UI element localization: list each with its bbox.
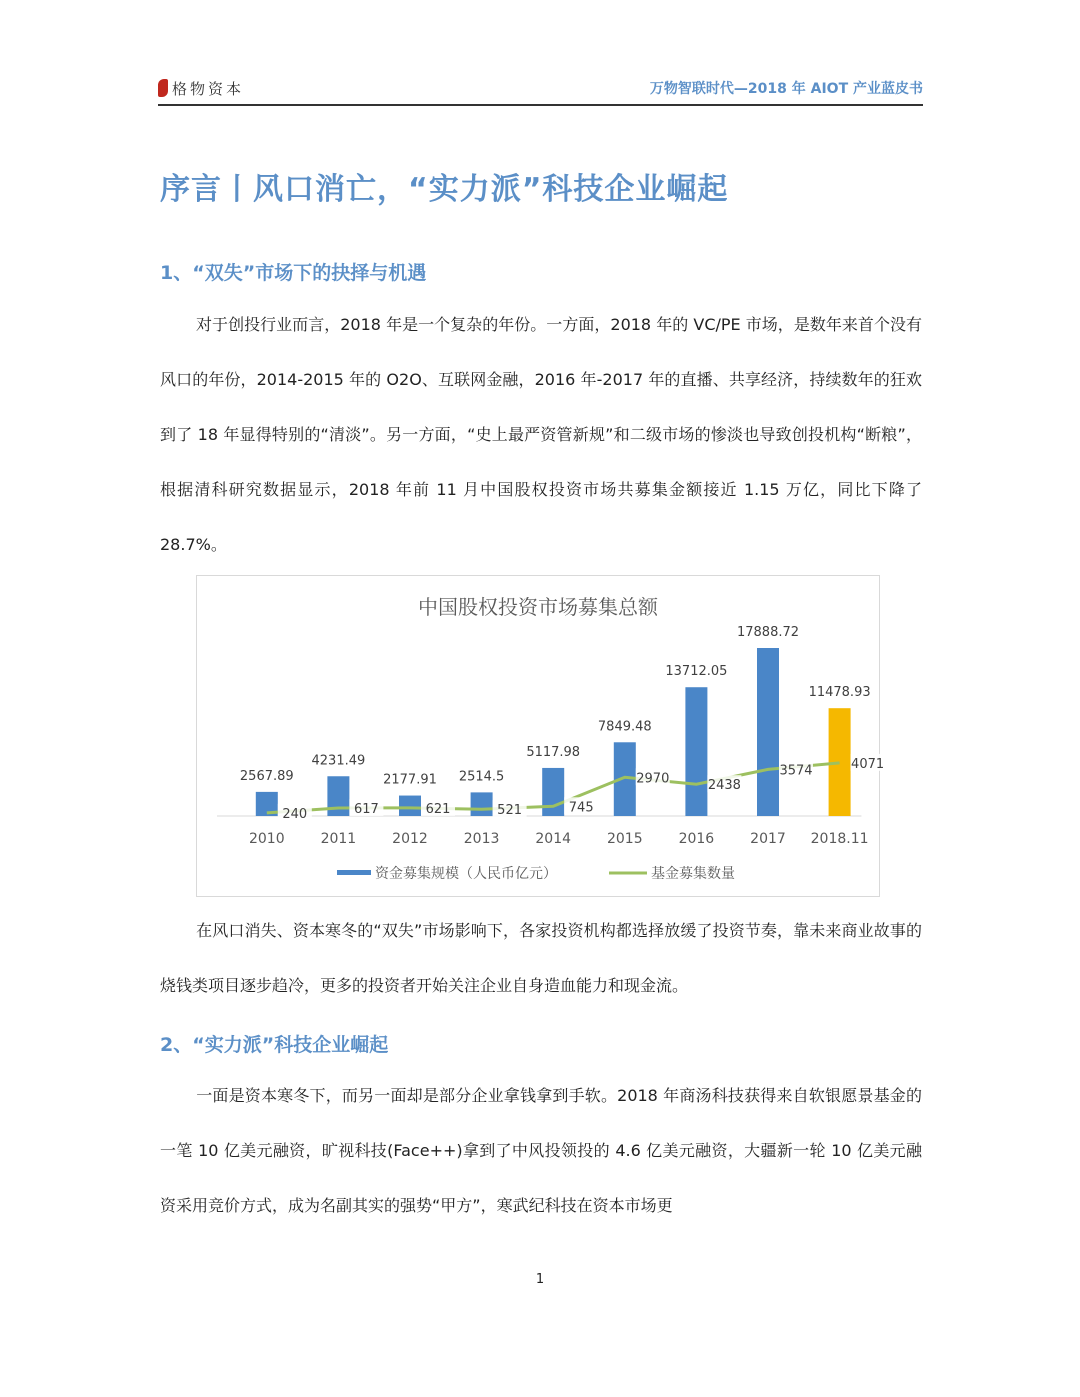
line-label-2013: 521 (497, 803, 523, 819)
section-1-paragraph-2 (160, 903, 922, 1013)
chart-title: 中国股权投资市场募集总额 (418, 595, 658, 619)
line-label-2015: 2970 (636, 771, 670, 787)
bar-label-2016: 13712.05 (665, 664, 728, 680)
x-tick-2015: 2015 (606, 831, 643, 847)
section-1-paragraph-2-text: 在风口消失、资本寒冬的“双失”市场影响下，各家投资机构都选择放缓了投资节奏，靠未来商业故事的烧钱类项目逐步趋冷，更多的投资者开始关注企业自身造血能力和现金流。 (160, 921, 922, 995)
legend-bar-label: 资金募集规模（人民币亿元） (375, 866, 557, 882)
x-tick-2010: 2010 (248, 831, 285, 847)
line-label-2011: 617 (353, 801, 379, 817)
section-1-paragraph (160, 297, 922, 572)
legend-line-label: 基金募集数量 (651, 866, 735, 882)
bar-label-2017: 17888.72 (736, 625, 800, 640)
bar-label-2018.11: 11478.93 (808, 685, 871, 701)
section-2-heading: 2、“实力派”科技企业崛起 (160, 1034, 389, 1056)
bar-label-2010: 2567.89 (239, 768, 294, 784)
line-label-2014: 745 (568, 800, 594, 816)
x-tick-2017: 2017 (750, 831, 786, 847)
legend-bar-swatch (337, 870, 371, 875)
x-tick-2011: 2011 (320, 831, 357, 847)
bar-2014 (542, 768, 564, 816)
x-tick-2018.11: 2018.11 (810, 831, 869, 847)
bar-label-2013: 2514.5 (458, 769, 505, 785)
fundraising-chart (196, 575, 885, 897)
document-title: 万物智联时代—2018 年 AIOT 产业蓝皮书 (649, 81, 923, 97)
page-title: 序言丨风口消亡，“实力派”科技企业崛起 (160, 172, 729, 207)
line-label-2010: 240 (282, 806, 308, 822)
section-2-paragraph (160, 1068, 922, 1233)
bar-2011 (327, 776, 349, 816)
bar-2013 (471, 792, 493, 816)
section-1-paragraph-text: 对于创投行业而言，2018 年是一个复杂的年份。一方面，2018 年的 VC/PE 市场，是数年来首个没有风口的年份，2014-2015 年的 O2O、互联网金融，2016 年-2017 年的直播、共享经济，持续数年的狂欢到了 18 年显得特别的“清淡”。另一方面，“史上最严资管新规”和二级市场的惨淡也导致创投机构“断粮”，根据清科研究数据显示，2018 年前 11 月中国股权投资市场共募集金额接近 1.15 万亿，同比下降了 28.7%。 (160, 315, 922, 554)
x-tick-2012: 2012 (392, 831, 428, 847)
section-2-paragraph-text: 一面是资本寒冬下，而另一面却是部分企业拿钱拿到手软。2018 年商汤科技获得来自软银愿景基金的一笔 10 亿美元融资，旷视科技(Face++)拿到了中风投领投的 4.6 亿美元融资，大疆新一轮 10 亿美元融资采用竞价方式，成为名副其实的强势“甲方”，寒武纪科技在资本市场更 (160, 1086, 922, 1215)
bar-label-2014: 5117.98 (526, 744, 581, 760)
section-1-heading: 1、“双失”市场下的抉择与机遇 (160, 262, 427, 284)
bar-label-2012: 2177.91 (383, 772, 437, 788)
line-label-2012: 621 (425, 801, 451, 817)
line-label-2017: 3574 (779, 763, 813, 779)
bar-2012 (399, 796, 421, 816)
page-header (158, 76, 923, 106)
bar-label-2011: 4231.49 (311, 753, 366, 769)
line-label-2018.11: 4071 (851, 756, 885, 772)
line-label-2016: 2438 (707, 778, 741, 794)
x-tick-2014: 2014 (535, 831, 572, 847)
bar-2016 (685, 687, 707, 816)
bar-2017 (757, 648, 779, 816)
page-number: 1 (535, 1272, 545, 1287)
x-tick-2013: 2013 (463, 831, 500, 847)
company-logo (158, 76, 244, 100)
bar-label-2015: 7849.48 (597, 719, 652, 735)
logo-text: 格物资本 (172, 79, 245, 98)
chart-svg (197, 576, 885, 896)
logo-mark-icon (158, 79, 168, 97)
x-tick-2016: 2016 (678, 831, 715, 847)
